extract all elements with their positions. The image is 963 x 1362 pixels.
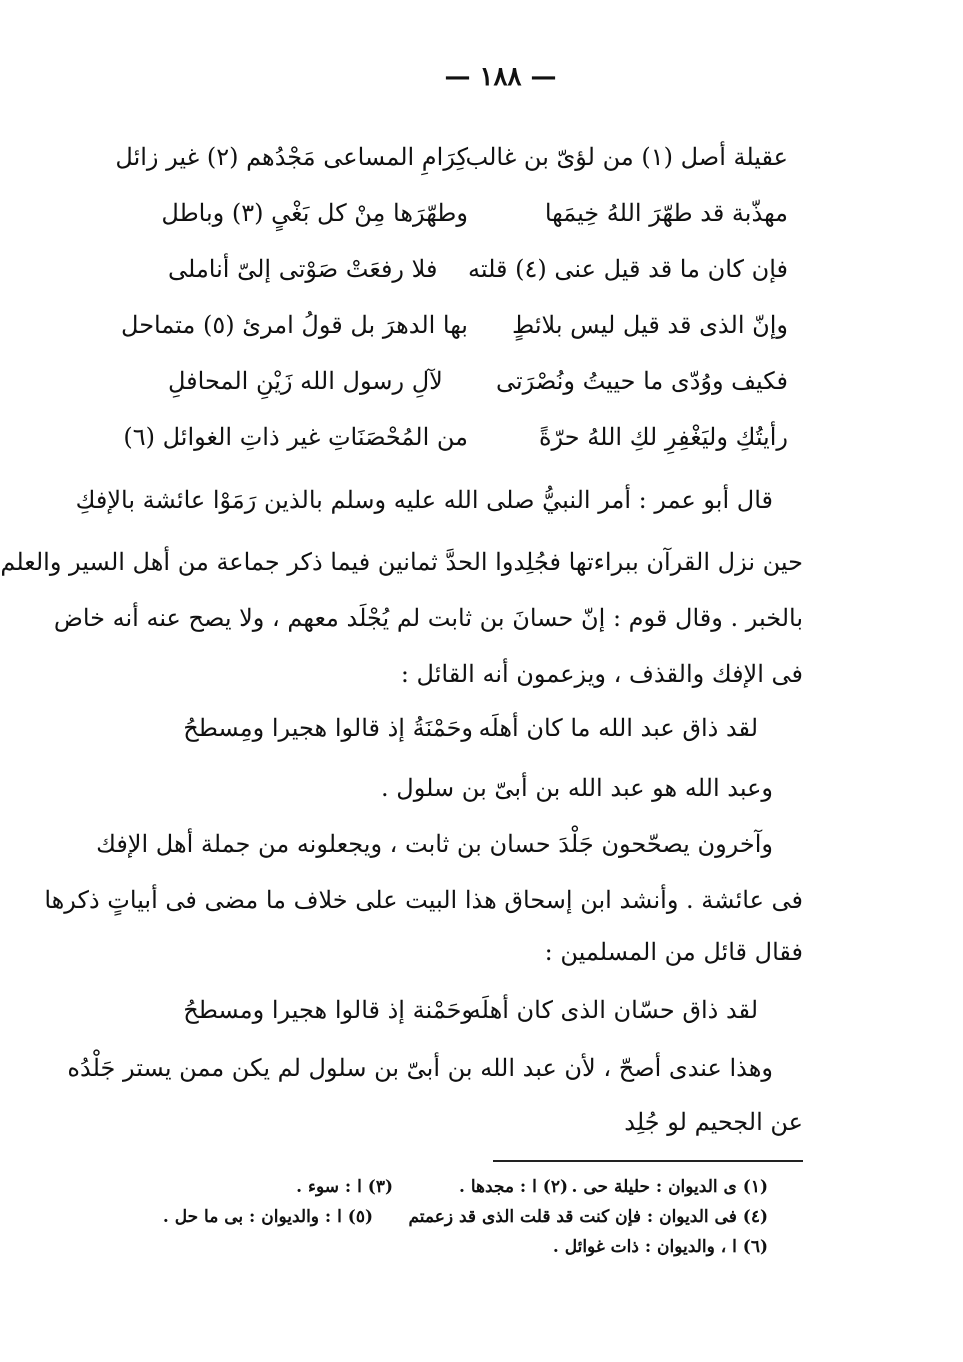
verse-line	[161, 188, 788, 238]
footnote: (٦) ا ، والديوان : ذات غوائل .	[552, 1237, 768, 1257]
verse-first-hemistich: عقيلة أصل (١) من لؤىّ بن غالب	[465, 143, 788, 171]
prose-line: فى عائشة . وأنشد ابن إسحاق هذا البيت على خلاف ما مضى فى أبياتٍ ذكرها	[44, 886, 803, 914]
prose-line: وآخرون يصحّحون جَلْدَ حسان بن ثابت ، ويجعلونه من جملة أهل الإفك	[96, 830, 773, 858]
prose-line: فى الإفك والقذف ، ويزعمون أنه القائل :	[400, 660, 803, 688]
prose-line: وعبد الله هو عبد الله بن أبىّ بن سلول .	[381, 774, 773, 802]
verse-first-hemistich: فإن كان ما قد قيل عنى (٤) قلته	[467, 255, 788, 283]
quoted-verse	[183, 984, 758, 1036]
prose-line: حين نزل القرآن ببراءتها فجُلِدوا الحدَّ ثمانين فيما ذكر جماعة من أهل السير والعلم	[0, 548, 803, 576]
quoted-verse	[183, 702, 758, 754]
prose-line: عن الجحيم لو جُلِد	[624, 1108, 803, 1136]
footnote: (٢) ا : مجدها .	[459, 1177, 568, 1197]
verse-second-hemistich: من المُحْصَنَاتِ غير ذاتِ الغوائل (٦)	[123, 423, 468, 451]
verse-second-hemistich: فلا رفعَتْ صَوْتى إلىّ أناملى	[168, 255, 438, 283]
verse-line	[168, 244, 788, 294]
verse-line	[121, 300, 788, 350]
prose-line: قال أبو عمر : أمر النبيُّ صلى الله عليه وسلم بالذين رَمَوْا عائشة بالإفكِ	[75, 486, 773, 514]
verse-line	[115, 132, 788, 182]
verse-second-hemistich: كِرَامِ المساعى مَجْدُهم (٢) غير زائل	[115, 143, 468, 171]
footnote-divider	[493, 1160, 803, 1162]
verse-second-hemistich: لآلِ رسول الله زَيْنِ المحافلِ	[168, 367, 443, 395]
verse-second-hemistich: وطهّرَها مِنْ كل بَغْىٍ (٣) وباطل	[161, 199, 468, 227]
verse-first-hemistich: مهذّبة قد طهّرَ اللهُ خِيمَها	[544, 199, 788, 227]
page-number: — ١٨٨ —	[444, 62, 557, 92]
verse-first-hemistich: لقد ذاق عبد الله ما كان أهلَه	[478, 714, 758, 742]
verse-first-hemistich: وإنّ الذى قد قيل ليس بلائطٍ	[512, 311, 788, 339]
prose-line: بالخبر . وقال قوم : إنّ حسانَ بن ثابت لم يُجْلَد معهم ، ولا يصح عنه أنه خاض	[53, 604, 803, 632]
verse-second-hemistich: وحَمْنَةُ إذ قالوا هجيرا ومِسطحُ	[183, 714, 473, 742]
verse-second-hemistich: وحَمْنة إذ قالوا هجيرا ومسطحُ	[183, 996, 473, 1024]
verse-line	[168, 356, 788, 406]
prose-line: فقال قائل من المسلمين :	[544, 938, 803, 966]
footnote: (٥) ا : والديوان : بى ما حل .	[162, 1207, 373, 1227]
prose-line: وهذا عندى أصحّ ، لأن عبد الله بن أبىّ بن سلول لم يكن ممن يستر جَلْدُه	[67, 1054, 773, 1082]
verse-line	[123, 412, 788, 462]
verse-first-hemistich: لقد ذاق حسّان الذى كان أهلَه	[468, 996, 758, 1024]
verse-second-hemistich: بها الدهرَ بل قولُ امرئ (٥) متماحل	[121, 311, 468, 339]
verse-first-hemistich: رأيتُكِ وليَغْفِرِ لكِ اللهُ حرّةً	[538, 423, 788, 451]
footnote: (٣) ا : سوء .	[296, 1177, 393, 1197]
footnote: (١) ى الديوان : حليلة حى .	[571, 1177, 768, 1197]
footnote: (٤) فى الديوان : فإن كنت قد قلت الذى قد زعمتم	[408, 1207, 768, 1227]
verse-first-hemistich: فكيف ووُدّى ما حييتُ ونُصْرَتى	[495, 367, 788, 395]
